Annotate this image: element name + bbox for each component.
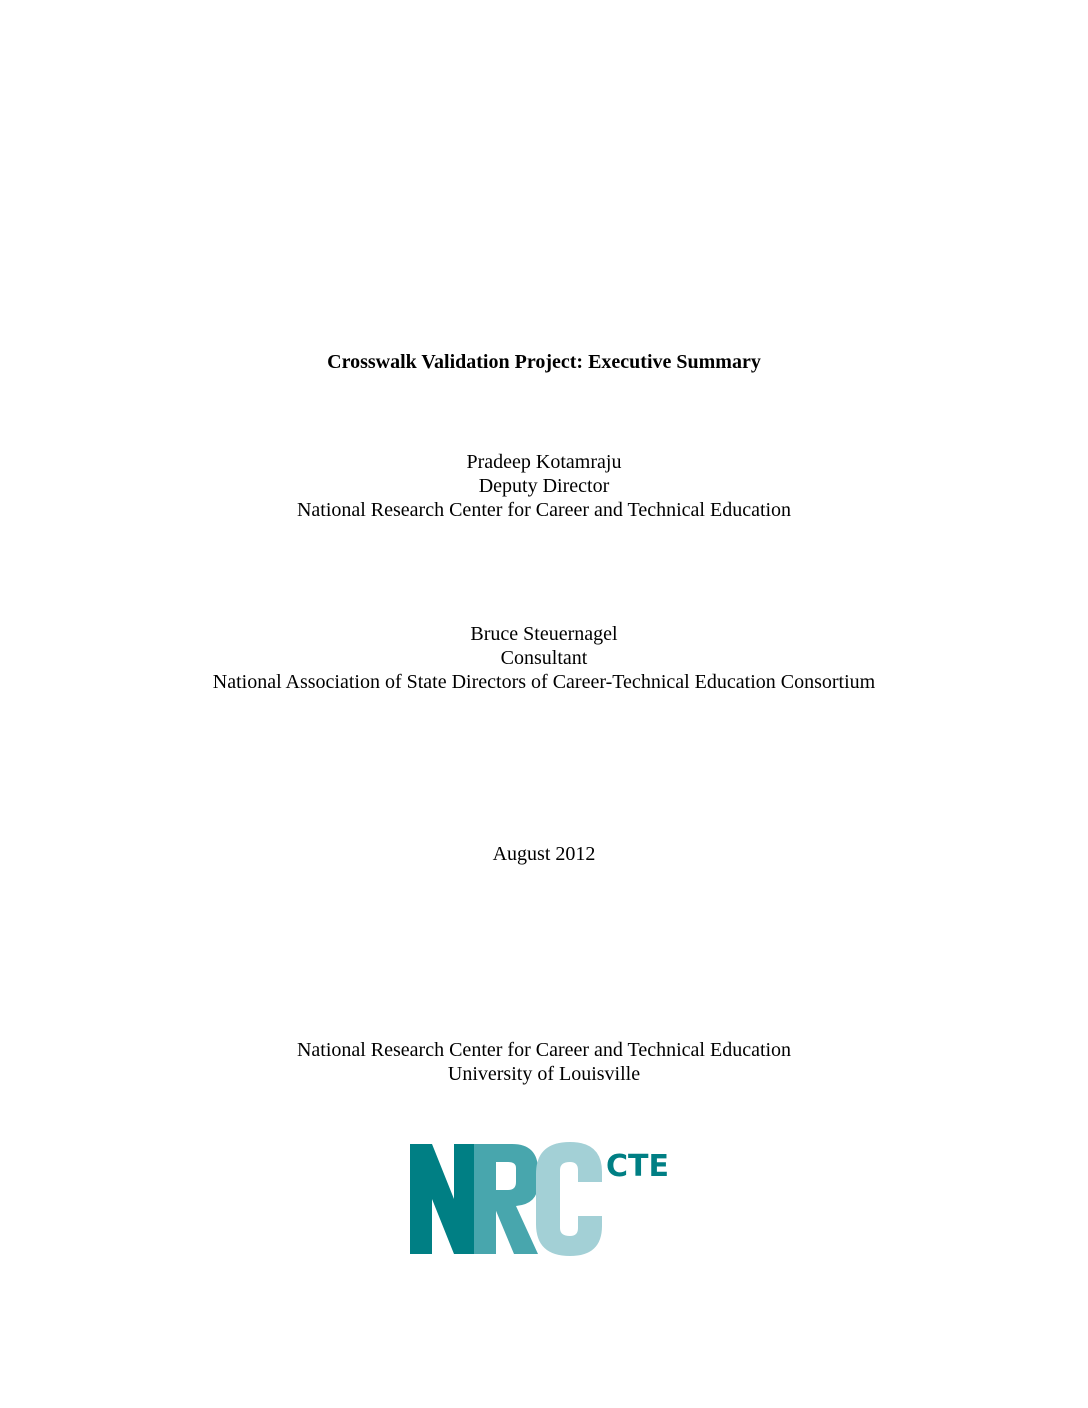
author2-organization: National Association of State Directors of Career-Technical Education Consortium xyxy=(212,671,876,693)
author2-role: Consultant xyxy=(500,647,588,669)
author1-organization: National Research Center for Career and Technical Education xyxy=(296,499,792,521)
document-title: Crosswalk Validation Project: Executive Summary xyxy=(327,351,761,373)
publisher-university: University of Louisville xyxy=(447,1063,641,1085)
author1-name: Pradeep Kotamraju xyxy=(466,451,622,473)
author2-name: Bruce Steuernagel xyxy=(470,623,618,645)
logo-letter-r xyxy=(474,1144,538,1254)
publisher-name: National Research Center for Career and Technical Education xyxy=(296,1039,792,1061)
logo-letter-c xyxy=(536,1142,602,1256)
author1-role: Deputy Director xyxy=(478,475,610,497)
publication-date: August 2012 xyxy=(492,843,596,865)
logo-superscript: CTE xyxy=(606,1149,669,1184)
logo-letter-n xyxy=(410,1144,476,1254)
nrccte-logo xyxy=(408,1138,678,1258)
